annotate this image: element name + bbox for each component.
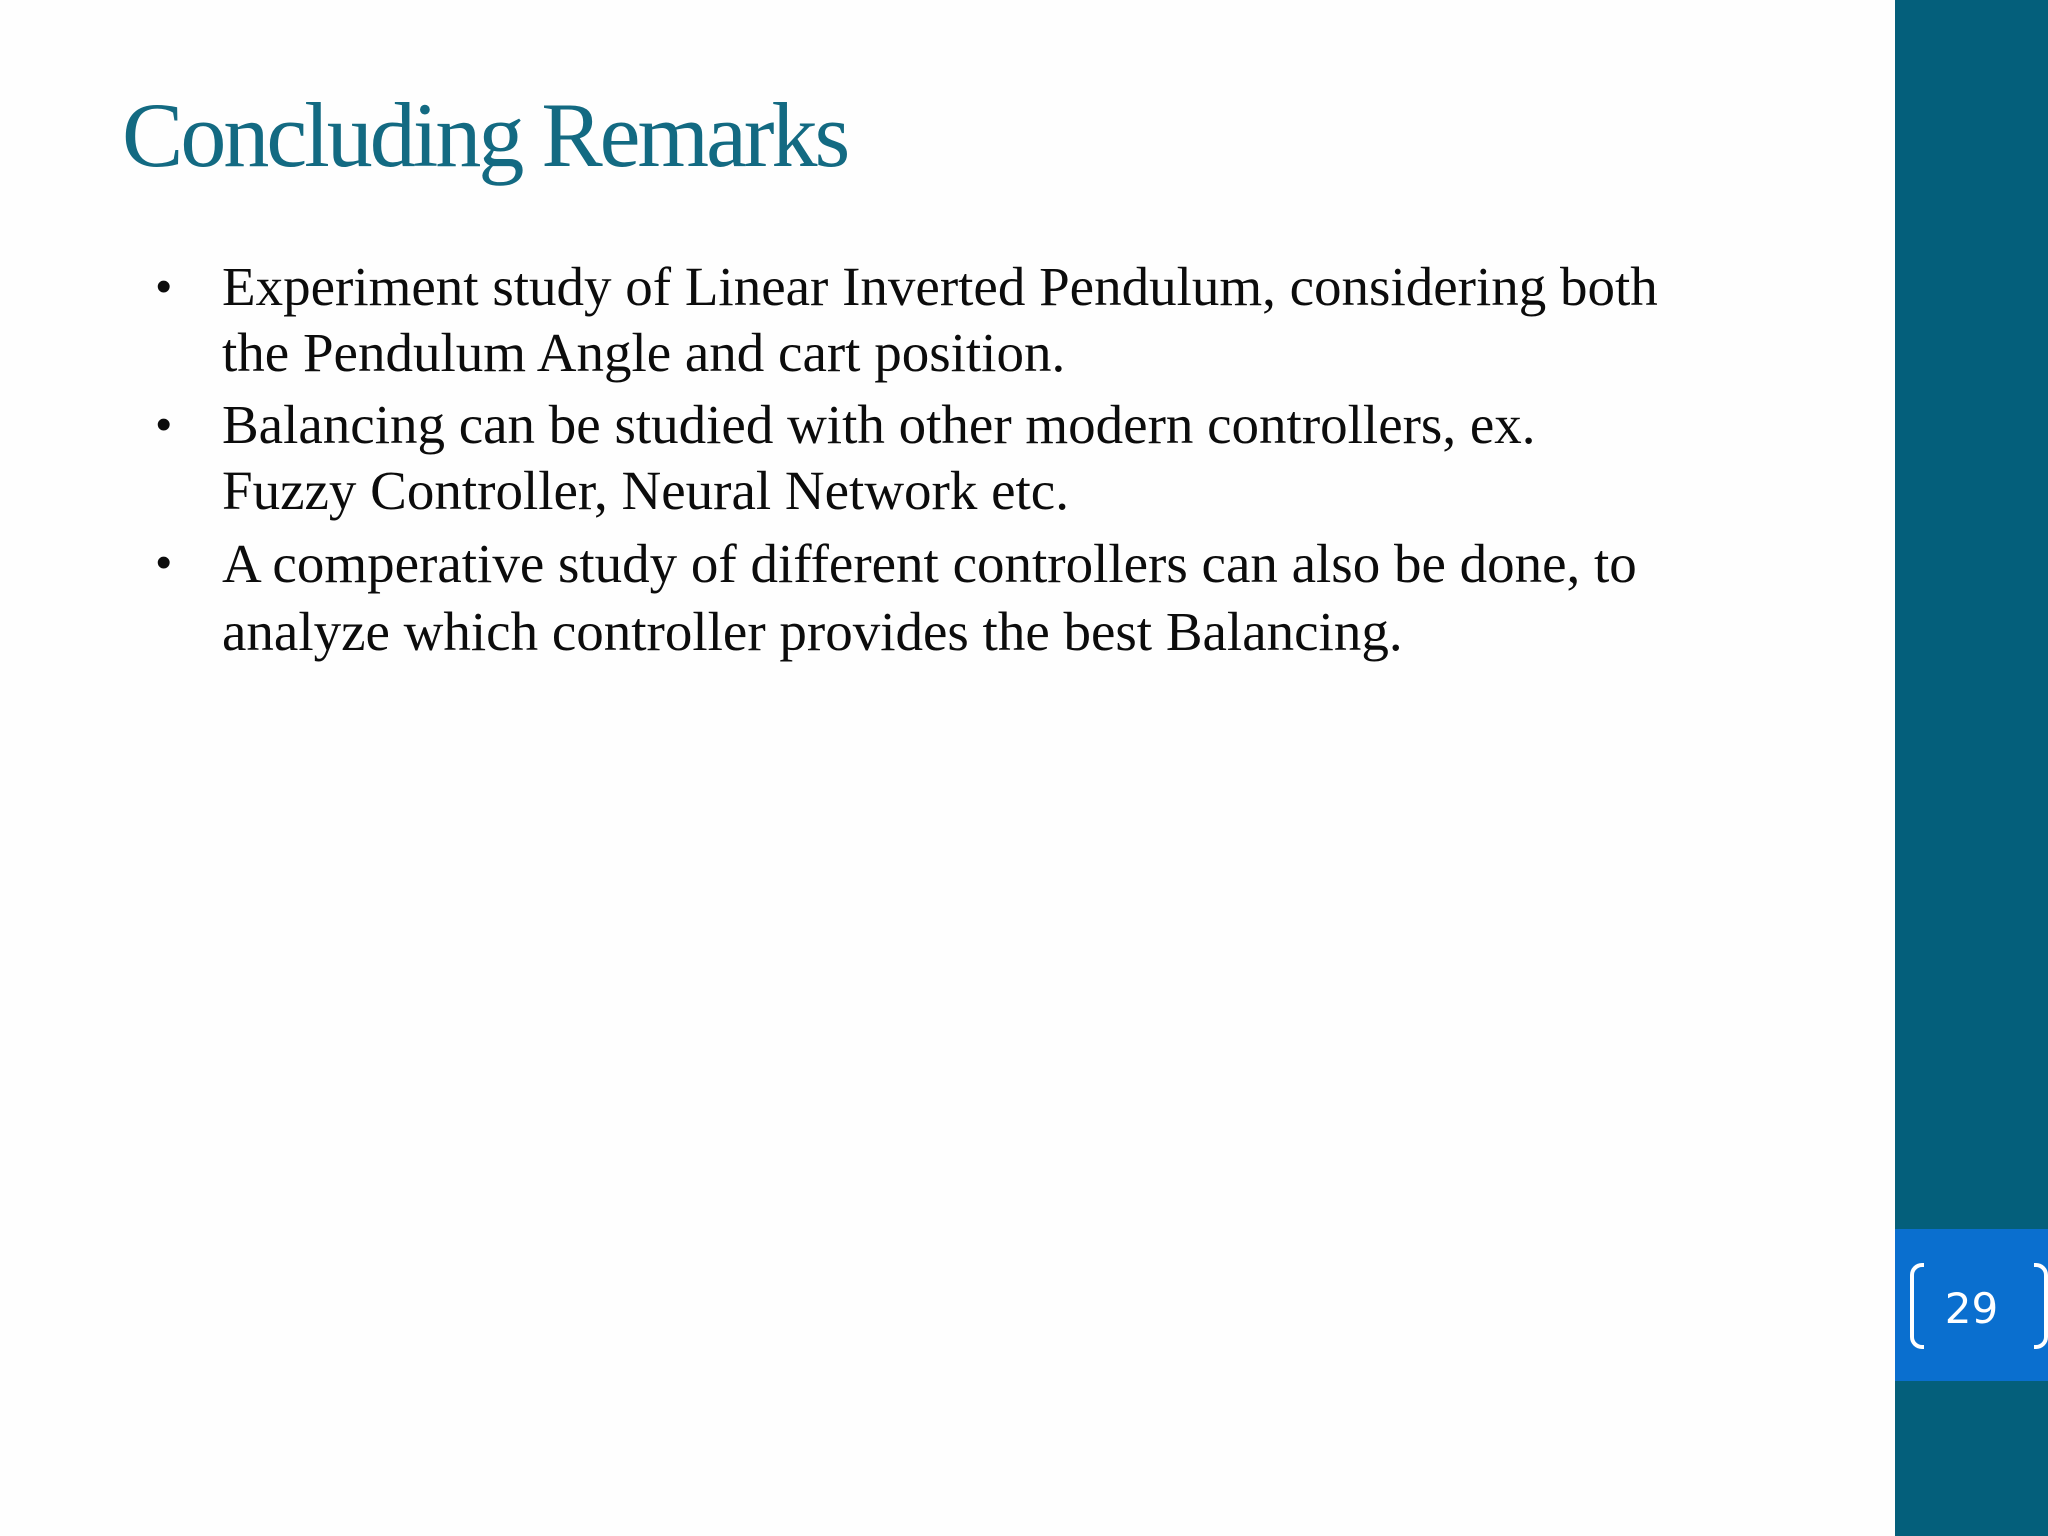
bullet-marker: • xyxy=(156,262,172,311)
bullet-item xyxy=(156,254,1862,386)
bullet-list xyxy=(156,254,1862,666)
bullet-item xyxy=(156,392,1862,524)
right-bracket-icon xyxy=(2034,1263,2048,1349)
bullet-line: Balancing can be studied with other modern controllers, ex. xyxy=(222,394,1536,455)
bullet-line: analyze which controller provides the best Balancing. xyxy=(222,601,1403,662)
bullet-item xyxy=(156,530,1862,666)
page-number: 29 xyxy=(1944,1284,1999,1333)
page-number-box xyxy=(1895,1229,2048,1381)
bullet-line: the Pendulum Angle and cart position. xyxy=(222,322,1066,383)
bullet-marker: • xyxy=(156,400,172,449)
bullet-marker: • xyxy=(156,538,172,587)
bullet-line: A comperative study of different controllers can also be done, to xyxy=(222,533,1637,594)
bullet-line: Experiment study of Linear Inverted Pendulum, considering both xyxy=(222,256,1658,317)
slide-title: Concluding Remarks xyxy=(122,84,848,186)
bullet-line: Fuzzy Controller, Neural Network etc. xyxy=(222,460,1069,521)
